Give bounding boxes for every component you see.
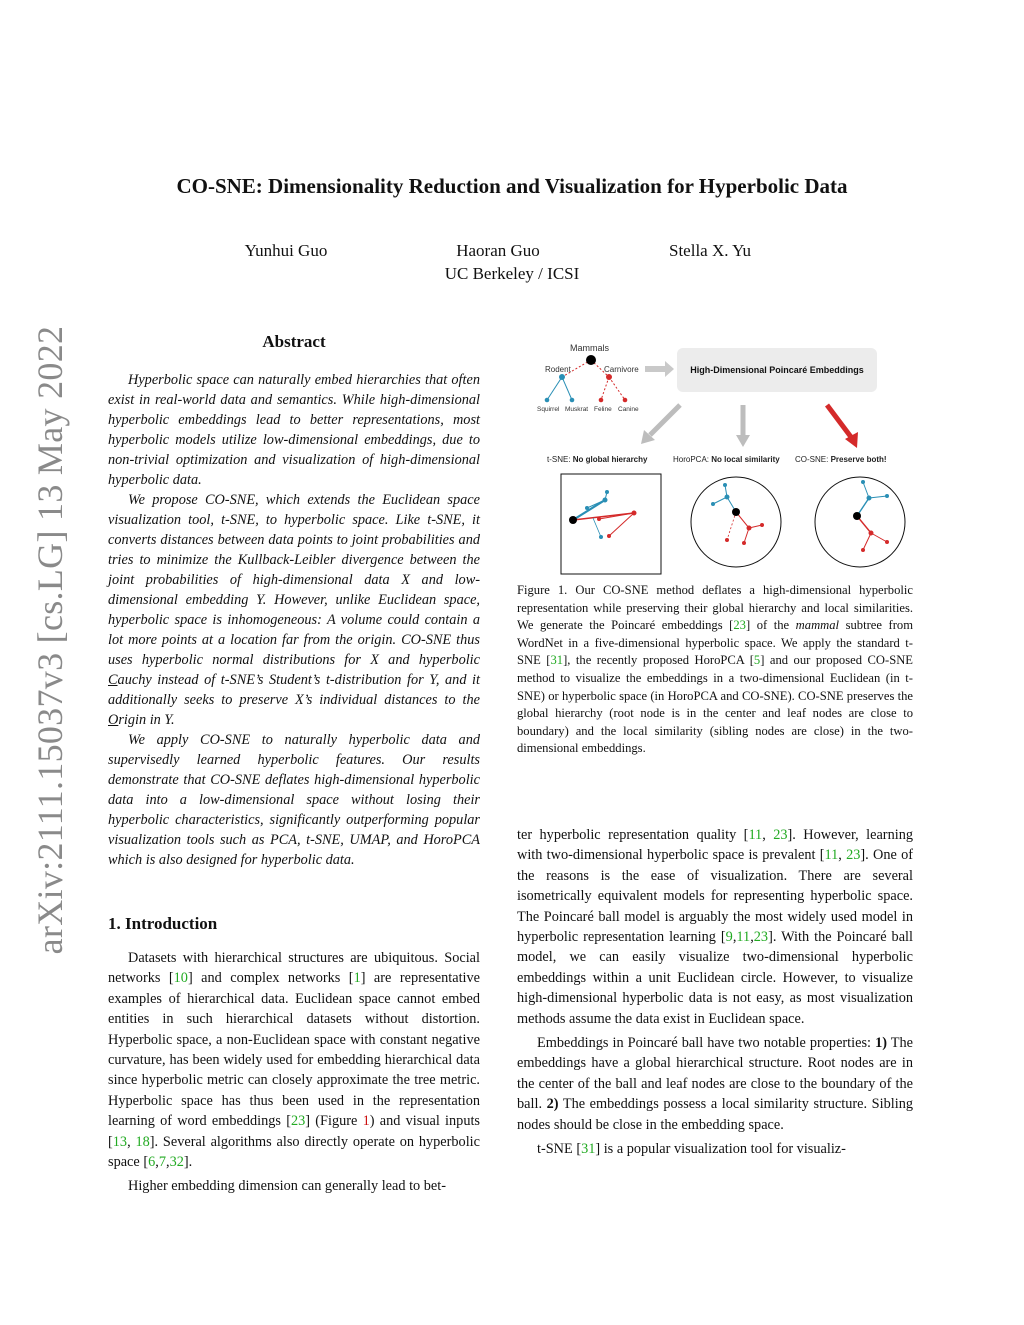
figure-1-caption: Figure 1. Our CO-SNE method deflates a high-dimensional hyperbolic representation while preserving their global hierarchy and local similarities. We generate the Poincaré embeddings [23] of the mammal subtree from WordNet in a five-dimensional hyperbolic space. We apply the standard t-SNE [31], the recently proposed HoroPCA [5] and our proposed CO-SNE method to visualize the embeddings in a two-dimensional Euclidean (in t-SNE) or hyperbolic space (in HoroPCA and CO-SNE). CO-SNE preserves the global hierarchy (root node is in the center and leaf nodes are close to boundary) and the local similarity (sibling nodes are close) in the two-dimensional embeddings. [517, 583, 914, 756]
author-2: Haoran Guo [456, 241, 540, 260]
panel-label-cosne: CO-SNE: Preserve both! [795, 455, 887, 464]
tree-leaf: Squirrel [537, 406, 560, 413]
figure-1 [517, 332, 917, 582]
affiliation: UC Berkeley / ICSI [444, 264, 580, 283]
panel-label-tsne: t-SNE: No global hierarchy [547, 455, 648, 464]
citation-link[interactable]: 13 [112, 1133, 128, 1150]
tree-label-carnivore: Carnivore [604, 365, 639, 374]
citation-link[interactable]: 32 [169, 1154, 184, 1171]
citation-link[interactable]: 1 [353, 970, 361, 987]
tree-diagram [537, 343, 639, 413]
tree-leaf: Canine [618, 406, 639, 413]
citation-link[interactable]: 6 [148, 1154, 156, 1171]
root-node [586, 355, 596, 365]
arrow-down-icon [736, 435, 750, 447]
intro-paragraph-1: Datasets with hierarchical structures are ubiquitous. Social networks [10] and complex networks [1] are representative examples of hierarchical data. Euclidean space cannot embed entities in such hierarchical datasets without distortion. Hyperbolic space, a non-Euclidean space with constant negative curvature, has been widely used for embedding hierarchical data since hyperbolic metric can closely approximate the tree metric. Hyperbolic space has thus been used in the representation learning of word embeddings [23] (Figure 1) and visual inputs [13, 18]. Several algorithms also directly operate on hyperbolic space [6,7,32]. [108, 950, 481, 1171]
introduction-heading: 1. Introduction [108, 914, 218, 933]
citation-link[interactable]: 7 [158, 1154, 166, 1171]
citation-link[interactable]: 11 [748, 827, 763, 843]
tree-leaf: Muskrat [565, 406, 589, 413]
citation-link[interactable]: 9 [725, 929, 733, 946]
abstract-paragraph-3: We apply CO-SNE to naturally hyperbolic data and supervisedly learned hyperbolic features. Our results demonstrate that CO-SNE deflates high-dimensional hyperbolic data into a low-dimensional space without losing their hyperbolic characteristics, significantly outperforming popular visualization tools such as PCA, t-SNE, UMAP, and HoroPCA which is also designed for hyperbolic data. [108, 732, 480, 868]
citation-link[interactable]: 11 [824, 847, 839, 864]
arrows-down [641, 405, 858, 448]
tsne-panel [561, 474, 661, 574]
citation-link[interactable]: 31 [550, 653, 564, 668]
panel-label-horopca: HoroPCA: No local similarity [673, 455, 780, 464]
citation-link[interactable]: 18 [135, 1133, 150, 1150]
citation-link[interactable]: 23 [753, 929, 769, 946]
author-1: Yunhui Guo [244, 241, 328, 260]
intro-paragraph-2: Higher embedding dimension can generally lead to bet- [128, 1178, 447, 1195]
tree-label-rodent: Rodent [545, 365, 571, 374]
tree-label-root: Mammals [570, 343, 610, 353]
citation-link[interactable]: 10 [173, 970, 188, 987]
arxiv-stamp: arXiv:2111.15037v3 [cs.LG] 13 May 2022 [30, 325, 70, 955]
citation-link[interactable]: 5 [753, 653, 761, 668]
citation-link[interactable]: 23 [773, 827, 788, 843]
right-paragraph-3: t-SNE [31] is a popular visualization tool for visualiz- [537, 1141, 846, 1158]
right-column-body [517, 825, 913, 1164]
citation-link[interactable]: 23 [733, 618, 746, 633]
citation-link[interactable]: 23 [846, 847, 861, 864]
right-arrow-icon [645, 361, 674, 377]
embeddings-box-label: High-Dimensional Poincaré Embeddings [690, 365, 864, 375]
tree-leaf: Feline [594, 406, 612, 413]
citation-link[interactable]: 23 [290, 1113, 306, 1130]
figure-link[interactable]: 1 [362, 1113, 370, 1130]
horopca-panel [691, 477, 781, 567]
abstract-heading: Abstract [262, 332, 326, 351]
abstract-paragraph-1: Hyperbolic space can naturally embed hierarchies that often exist in real-world data and semantics. While high-dimensional hyperbolic embeddings lead to better representations, most hyperbolic models utilize low-dimensional embeddings, due to non-trivial optimization and visualization of high-dimensional hyperbolic data. [108, 372, 480, 488]
citation-link[interactable]: 11 [736, 929, 751, 946]
citation-link[interactable]: 31 [581, 1141, 596, 1158]
cosne-panel [815, 477, 905, 567]
right-paragraph-1: ter hyperbolic representation quality [11, 23]. However, learning with two-dimensional hyperbolic space is prevalent [11, 23]. One of the reasons is the ease of visualization. There are several isometrically equivalent models for representing hyperbolic space. The Poincaré ball model is arguably the most widely used model in hyperbolic representation learning [9,11,23]. With the Poincaré ball model, we can easily visualize two-dimensional hyperbolic embeddings within a unit Euclidean circle. However, to visualize high-dimensional hyperbolic data is not easy, as most visualization methods assume the data exist in Euclidean space. [517, 827, 914, 1027]
right-paragraph-2: Embeddings in Poincaré ball have two notable properties: 1) The embeddings have a global hierarchical structure. Root nodes are in the center of the ball and leaf nodes are close to the boundary of the ball. 2) The embeddings possess a local similarity structure. Sibling nodes should be close in the embedding space. [517, 1035, 913, 1133]
paper-title: CO-SNE: Dimensionality Reduction and Visualization for Hyperbolic Data [176, 174, 848, 198]
author-3: Stella X. Yu [668, 241, 752, 260]
left-column [108, 332, 480, 1201]
abstract-paragraph-2: We propose CO-SNE, which extends the Euclidean space visualization tool, t-SNE, to hyperbolic space. Like t-SNE, it converts distances between data points to joint probabilities and tries to minimize the Kullback-Leibler divergence between the joint probabilities of high-dimensional data X and low-dimensional embedding Y. However, unlike Euclidean space, hyperbolic space is inhomogeneous: A volume could contain a lot more points at a location far from the origin. CO-SNE thus uses hyperbolic normal distributions for X and hyperbolic Cauchy instead of t-SNE’s Student’s t-distribution for Y, and it additionally seeks to preserve X’s individual distances to the Origin in Y. [108, 492, 481, 728]
